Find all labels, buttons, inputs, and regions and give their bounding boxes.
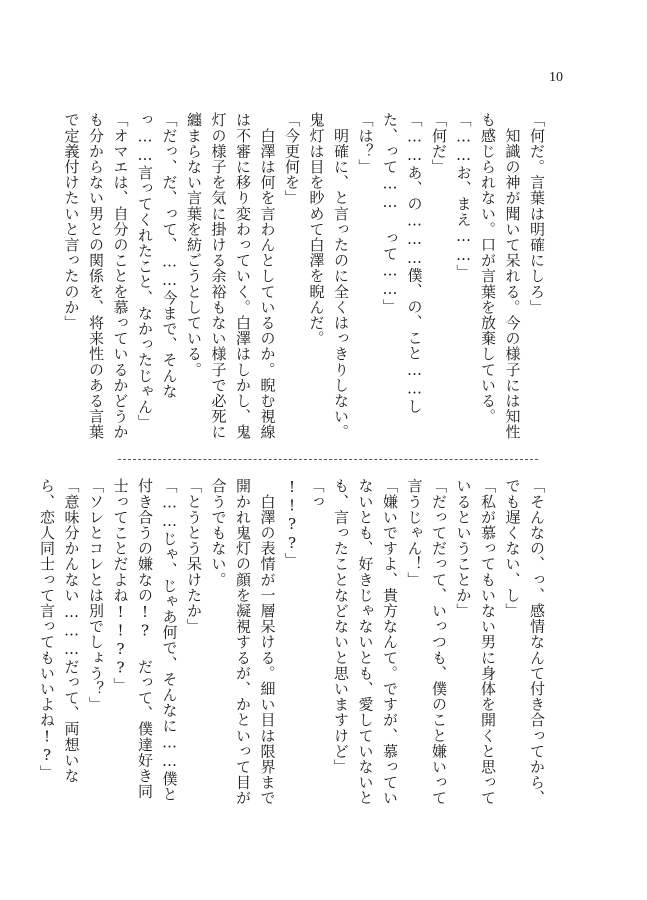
text-line: 「そんなの、っ、感情なんて付き合ってから、でも遅くない、し」 <box>503 478 546 806</box>
text-line: 「……あ、の………僕、の、こと……した、って…… って……」 <box>381 112 424 414</box>
text-line: 「意味分かんない………だって、両想いなら、恋人同士って言ってもいいよね!?」 <box>38 478 81 784</box>
section-divider <box>118 459 538 460</box>
text-line: 「何だ」 <box>430 112 448 175</box>
text-line: 「とうとう呆けたか」 <box>185 478 203 634</box>
page-number: 10 <box>549 70 563 85</box>
text-line: 「何だ。言葉は明確にしろ」 <box>528 112 546 315</box>
text-line: 「嫌いですよ、貴方なんて。ですが、慕っていないとも、好きじゃないとも、愛していないとも、言ったことなどないと思いますけど」 <box>332 478 399 806</box>
text-line: 明確に、と言ったのに全くはっきりしない。鬼灯は目を眇めて白澤を睨んだ。 <box>307 112 350 440</box>
text-line: 知識の神が聞いて呆れる。今の様子には知性も感じられない。口が言葉を放棄している。 <box>479 112 522 440</box>
text-line: 「ソレとコレとは別でしょう？」 <box>87 478 105 712</box>
text-line: 「だっ、だ、って、……今まで、そんなっ……言ってくれたこと、なかったじゃん」 <box>136 112 179 430</box>
bottom-text-block <box>35 478 550 808</box>
text-line: 「今更何を」 <box>283 112 301 206</box>
text-line: 「オマエは、自分のことを慕っているかどうかも分からない男との関係を、将来性のある言葉で定義付けたいと言ったのか」 <box>62 112 130 440</box>
text-line: 「……じゃ、じゃあ何で、そんなに……僕と付き合うの嫌なの!? だって、僕達好き同士ってことだよね!!??」 <box>111 478 179 802</box>
text-line: 「っ <box>307 478 326 510</box>
top-text-block <box>59 112 549 442</box>
text-line: 「だってだって、いっつも、僕のこと嫌いって言うじゃん！」 <box>405 478 448 806</box>
text-line: 「……お、まえ……」 <box>454 112 473 280</box>
text-line: 「私が慕ってもいない男に身体を開くと思っているということか」 <box>454 478 497 806</box>
text-line: 白澤は何を言わんとしているのか。睨む視線は不審に移り変わっていく。白澤はしかし、鬼灯の様子を気に掛ける余裕もない様子で必死に纏まらない言葉を紡ごうとしている。 <box>185 112 277 440</box>
text-line: 「は？」 <box>356 112 375 175</box>
text-line: 白澤の表情が一層呆ける。細い目は限界まで開かれ鬼灯の顔を凝視するが、かといって目が合うでもない。 <box>209 478 277 806</box>
text-line: !!??」 <box>283 478 301 568</box>
